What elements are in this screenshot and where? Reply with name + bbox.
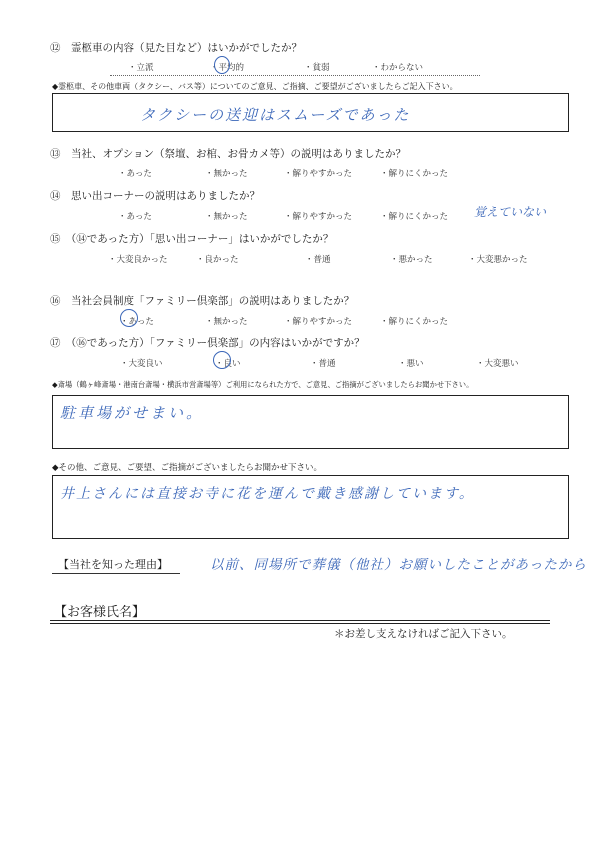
q12-option-1[interactable]: ・立派 [128, 63, 154, 73]
q17-option-3[interactable]: ・普通 [310, 359, 336, 369]
name-label: 【お客様氏名】 [54, 605, 146, 620]
q17-label: ⑰ （⑯であった方）「ファミリー倶楽部」の内容はいかがですか？ [50, 337, 365, 349]
q17-option-2[interactable]: ・良い [215, 359, 241, 369]
comment1-heading: ◆霊柩車、その他車両（タクシー、バス等）についてのご意見、ご指摘、ご要望がございましたらご記入下さい。 [52, 82, 458, 91]
q16-option-3[interactable]: ・解りやすかった [284, 317, 353, 327]
q16-option-2[interactable]: ・無かった [205, 317, 248, 327]
q12-option-4[interactable]: ・わからない [372, 63, 424, 73]
comment1-answer: タクシーの送迎はスムーズであった [140, 106, 411, 124]
q13-option-3[interactable]: ・解りやすかった [284, 169, 353, 179]
q15-option-3[interactable]: ・普通 [305, 255, 331, 265]
q14-label: ⑭ 思い出コーナーの説明はありましたか？ [50, 190, 260, 202]
comment2-heading: ◆斎場（鶴ヶ峰斎場・港南台斎場・横浜市営斎場等）ご利用になられた方で、ご意見、ご指摘がございましたらお聞かせ下さい。 [52, 380, 474, 389]
q12-label: ⑫ 霊柩車の内容（見た目など）はいかがでしたか？ [50, 42, 302, 54]
q13-option-1[interactable]: ・あった [118, 169, 152, 179]
q13-option-4[interactable]: ・解りにくかった [380, 169, 449, 179]
q16-option-1[interactable]: ・あった [120, 317, 154, 327]
q14-option-3[interactable]: ・解りやすかった [284, 212, 353, 222]
reason-label: 【当社を知った理由】 [58, 558, 168, 571]
q15-label: ⑮ （⑭であった方）「思い出コーナー」はいかがでしたか？ [50, 233, 334, 245]
name-underline-double [50, 623, 550, 624]
q14-handwritten: 覚えていない [474, 205, 547, 219]
q12-option-2[interactable]: ・平均的 [210, 63, 245, 73]
q14-option-4[interactable]: ・解りにくかった [380, 212, 449, 222]
q17-option-1[interactable]: ・大変良い [120, 359, 163, 369]
q17-option-5[interactable]: ・大変悪い [476, 359, 519, 369]
q15-option-4[interactable]: ・悪かった [390, 255, 433, 265]
name-note: ＊お差し支えなければご記入下さい。 [334, 628, 513, 640]
reason-answer: 以前、同場所で葬儀（他社）お願いしたことがあったから [210, 557, 587, 573]
selected-mark [120, 309, 138, 327]
selected-mark [214, 56, 230, 74]
q15-option-1[interactable]: ・大変良かった [108, 255, 168, 265]
q13-option-2[interactable]: ・無かった [205, 169, 248, 179]
q14-option-1[interactable]: ・あった [118, 212, 152, 222]
selected-mark [213, 351, 231, 369]
q15-option-2[interactable]: ・良かった [196, 255, 239, 265]
q12-option-3[interactable]: ・貧弱 [304, 63, 330, 73]
q15-option-5[interactable]: ・大変悪かった [468, 255, 528, 265]
q17-option-4[interactable]: ・悪い [398, 359, 424, 369]
q16-label: ⑯ 当社会員制度「ファミリー倶楽部」の説明はありましたか？ [50, 295, 355, 307]
comment3-answer: 井上さんには直接お寺に花を運んで戴き感謝しています。 [60, 486, 475, 502]
q13-label: ⑬ 当社、オプション（祭壇、お棺、お骨カメ等）の説明はありましたか？ [50, 148, 407, 160]
name-underline [50, 620, 550, 621]
reason-underline [52, 573, 180, 574]
q14-option-2[interactable]: ・無かった [205, 212, 248, 222]
comment2-answer: 駐車場がせまい。 [60, 404, 205, 422]
q16-option-4[interactable]: ・解りにくかった [380, 317, 449, 327]
comment3-heading: ◆その他、ご意見、ご要望、ご指摘がございましたらお聞かせ下さい。 [52, 463, 323, 473]
divider [110, 75, 480, 76]
